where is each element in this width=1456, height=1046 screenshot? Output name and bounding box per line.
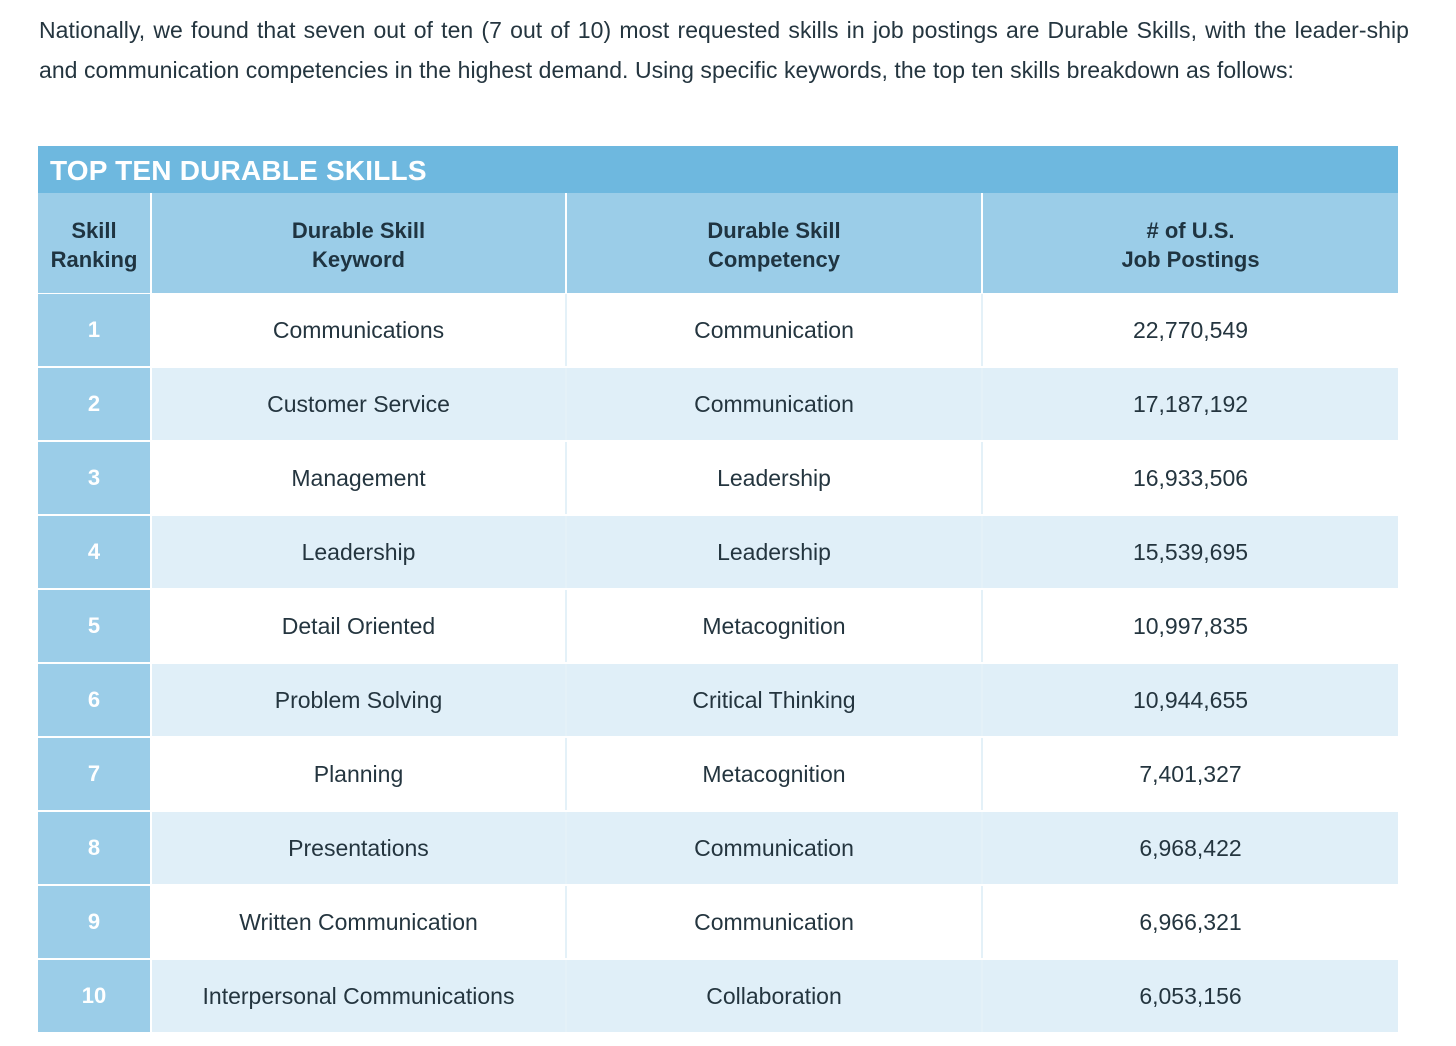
competency-cell: Leadership <box>566 515 982 589</box>
header-skill-keyword <box>151 193 566 294</box>
header-job-postings <box>982 193 1398 294</box>
rank-cell: 1 <box>38 294 151 368</box>
table-row <box>38 589 1398 663</box>
keyword-cell: Communications <box>151 294 566 368</box>
table-row <box>38 367 1398 441</box>
table-row <box>38 441 1398 515</box>
rank-cell: 7 <box>38 737 151 811</box>
competency-cell: Metacognition <box>566 589 982 663</box>
keyword-cell: Interpersonal Communications <box>151 959 566 1033</box>
table-row <box>38 885 1398 959</box>
competency-cell: Communication <box>566 294 982 368</box>
table-row <box>38 737 1398 811</box>
rank-cell: 4 <box>38 515 151 589</box>
competency-cell: Metacognition <box>566 737 982 811</box>
keyword-cell: Management <box>151 441 566 515</box>
postings-cell: 7,401,327 <box>982 737 1398 811</box>
rank-cell: 9 <box>38 885 151 959</box>
postings-cell: 15,539,695 <box>982 515 1398 589</box>
competency-cell: Communication <box>566 885 982 959</box>
header-job-postings-line-1: # of U.S. <box>1146 218 1235 243</box>
competency-cell: Communication <box>566 811 982 885</box>
postings-cell: 10,997,835 <box>982 589 1398 663</box>
header-skill-ranking <box>38 193 151 294</box>
header-skill-ranking-line-2: Ranking <box>50 247 138 272</box>
header-skill-ranking-line-1: Skill <box>71 218 117 243</box>
rank-cell: 8 <box>38 811 151 885</box>
table-row <box>38 294 1398 368</box>
table-row <box>38 663 1398 737</box>
competency-cell: Critical Thinking <box>566 663 982 737</box>
header-skill-keyword-line-1: Durable Skill <box>291 218 426 243</box>
table-row <box>38 811 1398 885</box>
table-row <box>38 515 1398 589</box>
postings-cell: 6,968,422 <box>982 811 1398 885</box>
postings-cell: 6,053,156 <box>982 959 1398 1033</box>
postings-cell: 17,187,192 <box>982 367 1398 441</box>
competency-cell: Collaboration <box>566 959 982 1033</box>
keyword-cell: Problem Solving <box>151 663 566 737</box>
keyword-cell: Customer Service <box>151 367 566 441</box>
header-skill-competency <box>566 193 982 294</box>
keyword-cell: Planning <box>151 737 566 811</box>
postings-cell: 10,944,655 <box>982 663 1398 737</box>
header-job-postings-line-2: Job Postings <box>1121 247 1260 272</box>
intro-paragraph: Nationally, we found that seven out of ten (7 out of 10) most requested skills in job postings are Durable Skills, with the leader-ship and communication competencies in the highest demand. Using specific keywords, the top ten skills breakdown as follows: <box>39 17 1409 83</box>
durable-skills-table <box>38 146 1398 1034</box>
keyword-cell: Presentations <box>151 811 566 885</box>
competency-cell: Communication <box>566 367 982 441</box>
keyword-cell: Leadership <box>151 515 566 589</box>
rank-cell: 10 <box>38 959 151 1033</box>
rank-cell: 6 <box>38 663 151 737</box>
postings-cell: 6,966,321 <box>982 885 1398 959</box>
header-skill-competency-line-1: Durable Skill <box>707 218 841 243</box>
rank-cell: 2 <box>38 367 151 441</box>
rank-cell: 5 <box>38 589 151 663</box>
keyword-cell: Written Communication <box>151 885 566 959</box>
header-skill-competency-line-2: Competency <box>707 247 841 272</box>
rank-cell: 3 <box>38 441 151 515</box>
header-skill-keyword-line-2: Keyword <box>312 247 405 272</box>
keyword-cell: Detail Oriented <box>151 589 566 663</box>
postings-cell: 16,933,506 <box>982 441 1398 515</box>
table-title: TOP TEN DURABLE SKILLS <box>38 146 1398 193</box>
competency-cell: Leadership <box>566 441 982 515</box>
postings-cell: 22,770,549 <box>982 294 1398 368</box>
table-header-row <box>38 193 1398 294</box>
table-row <box>38 959 1398 1033</box>
skills-table <box>38 193 1398 1034</box>
